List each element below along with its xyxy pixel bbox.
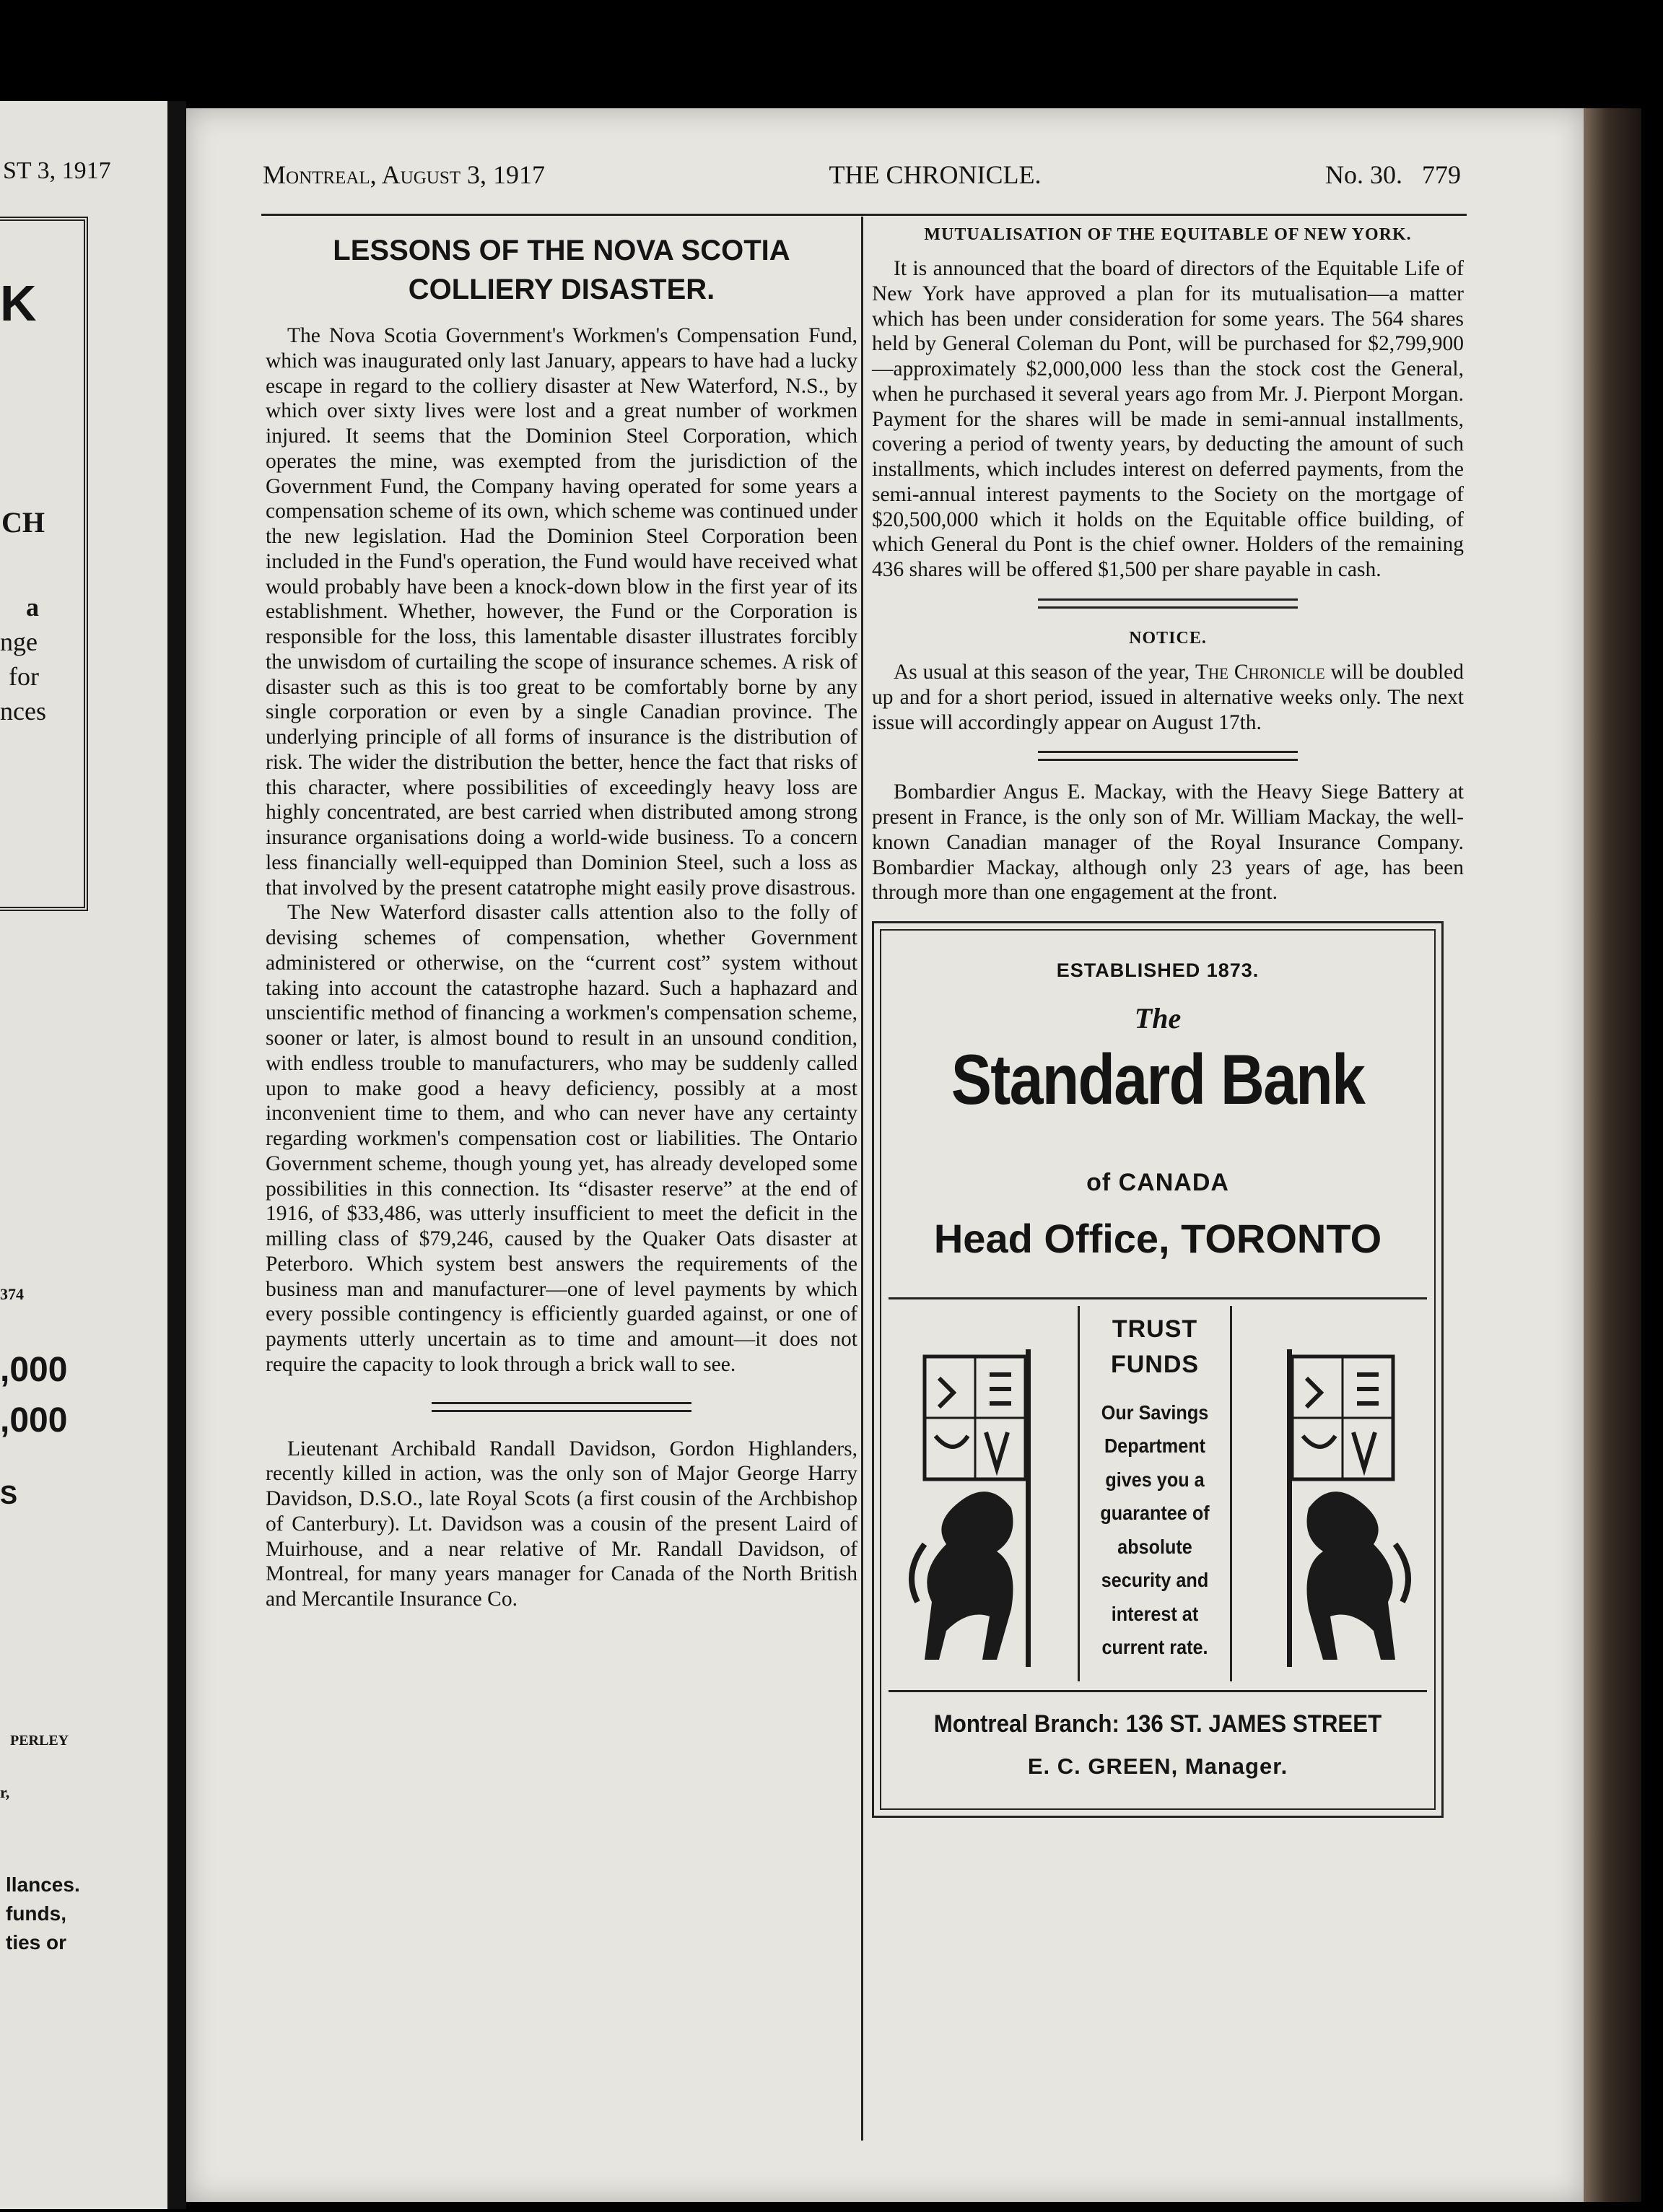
- ad-established: ESTABLISHED 1873.: [1056, 959, 1260, 982]
- prev-fragment: S: [0, 1480, 18, 1510]
- article-paragraph: The Nova Scotia Government's Workmen's Compensation Fund, which was inaugurated only last January, appears to have had a lucky escape in regard to the colliery disaster at New Waterford, N.S., by which over sixty lives were lost and a great number of workmen injured. It seems that the Dominion Steel Corporation, which operates the mine, was exempted from the jurisdiction of the Government Fund, the Company having operated for some years a compensation scheme of its own, which scheme was continued under the new legislation. Had the Dominion Steel Corporation been included in the Fund's operation, the Fund would have received what would probably have been a knock-down blow in the first year of its establishment. Whether, however, the Fund or the Corporation is responsible for the loss, this lamentable disaster illustrates forcibly the unwisdom of curtailing the scope of insurance schemes. A risk of disaster such as this is too great to be comfortably borne by any single corporation or even by a single Canadian province. The underlying principle of all forms of insurance is the distribution of risk. The wider the distribution the better, hence the fact that risks of this character, where possibilities of exceedingly heavy loss are highly concentrated, are best carried when distributed among strong insurance organisations doing a world-wide business. To a concern less financially well-equipped than Dominion Steel, such a loss as that involved by the present catatrophe might easily prove disastrous.: [266, 324, 857, 900]
- prev-fragment: nces: [0, 697, 46, 726]
- article-paragraph: The New Waterford disaster calls attention also to the folly of devising schemes of compensation, whether Government administered or otherwise, on the “current cost” system without taking into account the catastrophe hazard. Such a haphazard and unscientific method of financing a workmen's compensation scheme, sooner or later, is almost bound to result in an unsound condition, with endless trouble to manufacturers, who may be suddenly called upon to make good a heavy deficiency, possibly at a most inconvenient time to them, and who can never have any certainty regarding workmen's compensation cost or liabilities. The Ontario Government scheme, though young yet, has already developed some possibilities in this connection. Its “disaster reserve” at the end of 1916, of $33,486, was utterly insufficient to meet the deficit in the milling class of $79,246, caused by the Quaker Oats disaster at Peterboro. Which system best answers the requirements of the business man and manufacturer—one of level payments by which every possible contingency is efficiently guarded against, or one of payments utterly uncertain as to time and amount—it does not require the capacity to look through a brick wall to see.: [266, 901, 857, 1376]
- savings-text: [1087, 1396, 1222, 1665]
- prev-fragment: ties or: [6, 1931, 67, 1954]
- notice-text: As usual at this season of the year,: [894, 661, 1195, 684]
- savings-line: security and: [1101, 1569, 1209, 1592]
- savings-line: interest at: [1111, 1602, 1199, 1625]
- headline-line: COLLIERY DISASTER.: [408, 274, 715, 305]
- header-issue-page: No. 30. 779: [1325, 160, 1461, 189]
- section-divider: [1038, 598, 1298, 609]
- trust-line: TRUST: [1112, 1315, 1198, 1344]
- ad-bank-name: Standard Bank: [951, 1040, 1365, 1120]
- ad-branch-address: Montreal Branch: 136 ST. JAMES STREET: [933, 1710, 1382, 1738]
- prev-fragment: K: [0, 275, 37, 331]
- savings-line: guarantee of: [1100, 1502, 1210, 1525]
- savings-line: gives you a: [1105, 1468, 1205, 1491]
- savings-line: Our Savings: [1101, 1401, 1209, 1424]
- prev-fragment: funds,: [6, 1902, 66, 1925]
- header-dateline: Montreal, August 3, 1917: [263, 160, 546, 189]
- bank-advertisement: [872, 921, 1444, 1818]
- notice-heading: NOTICE.: [1129, 628, 1207, 648]
- trust-funds-heading: [1080, 1312, 1230, 1383]
- article-paragraph: Lieutenant Archibald Randall Davidson, Gordon Highlanders, recently killed in action, was the only son of Major George Harry Davidson, D.S.O., late Royal Scots (a first cousin of the Archbishop of Canterbury). Lt. Davidson was a cousin of the present Laird of Muirhouse, and a near relative of Mr. Randall Davidson, of Montreal, for many years manager for Canada of the North British and Mercantile Insurance Co.: [266, 1437, 857, 1611]
- binding-gutter: [167, 101, 186, 2209]
- left-column: [266, 215, 857, 1612]
- lion-with-flag-icon: [1258, 1335, 1424, 1674]
- ad-head-office: Head Office, TORONTO: [933, 1216, 1382, 1262]
- right-column: [872, 215, 1464, 1818]
- section-divider: [1038, 751, 1298, 761]
- previous-page-edge: [0, 101, 167, 2209]
- ad-manager: E. C. GREEN, Manager.: [1027, 1754, 1288, 1780]
- article-paragraph: Bombardier Angus E. Mackay, with the Heavy Siege Battery at present in France, is the only son of Mr. William Mackay, the well-known Canadian manager of the Royal Insurance Company. Bombardier Mackay, although only 23 years of age, has been through more than one engagement at the front.: [872, 780, 1464, 905]
- savings-line: Department: [1104, 1434, 1206, 1458]
- previous-page-header: ST 3, 1917: [3, 157, 111, 184]
- ad-country: of CANADA: [1086, 1169, 1229, 1197]
- prev-fragment: for: [9, 662, 39, 691]
- header-publication-title: THE CHRONICLE.: [829, 160, 1042, 189]
- prev-fragment: a: [26, 593, 39, 622]
- page-edge-shadow: [1584, 108, 1641, 2202]
- ad-rule: [889, 1297, 1427, 1299]
- section-divider: [432, 1402, 691, 1412]
- prev-fragment: ,000: [0, 1351, 68, 1389]
- notice-paragraph: [872, 660, 1464, 735]
- prev-fragment: llances.: [6, 1873, 80, 1896]
- lion-with-flag-icon: [896, 1335, 1062, 1674]
- prev-fragment: r,: [0, 1783, 10, 1801]
- notice-text: will be doubled up and for a short period, issued in alternative weeks only. The next issue will accordingly appear on August 17th.: [872, 661, 1464, 734]
- savings-line: absolute: [1117, 1535, 1192, 1558]
- prev-fragment: CH: [1, 506, 45, 539]
- prev-fragment: nge: [0, 627, 38, 656]
- ad-rule: [889, 1690, 1427, 1692]
- prev-fragment: ,000: [0, 1401, 68, 1440]
- newspaper-page: [186, 108, 1584, 2202]
- running-header: [263, 153, 1461, 196]
- headline-line: LESSONS OF THE NOVA SCOTIA: [333, 235, 790, 266]
- article-headline: MUTUALISATION OF THE EQUITABLE OF NEW YORK.: [924, 225, 1412, 244]
- prev-fragment: 374: [0, 1285, 24, 1303]
- trust-line: FUNDS: [1110, 1351, 1200, 1379]
- trust-funds-panel: [1078, 1306, 1232, 1681]
- publication-name: The Chronicle: [1195, 661, 1325, 684]
- prev-fragment: PERLEY: [10, 1733, 69, 1749]
- column-rule: [861, 217, 863, 2141]
- article-paragraph: It is announced that the board of directors of the Equitable Life of New York have approved a plan for its mutualisation—a matter which has been under consideration for some years. The 564 shares held by General Coleman du Pont, will be purchased for $2,799,900—approximately $2,000,000 less than the stock cost the General, when he purchased it several years ago from Mr. J. Pierpont Morgan. Payment for the shares will be made in semi-annual installments, covering a period of twenty years, by deducting the amount of such installments, which includes interest on deferred payments, from the semi-annual interest payments to the Society on the mortgage of $20,500,000 which it holds on the Equitable office building, of which General du Pont is the chief owner. Holders of the remaining 436 shares will be offered $1,500 per share payable in cash.: [872, 257, 1464, 582]
- article-headline: [266, 231, 857, 309]
- savings-line: current rate.: [1101, 1636, 1208, 1658]
- ad-the: The: [1134, 1002, 1182, 1035]
